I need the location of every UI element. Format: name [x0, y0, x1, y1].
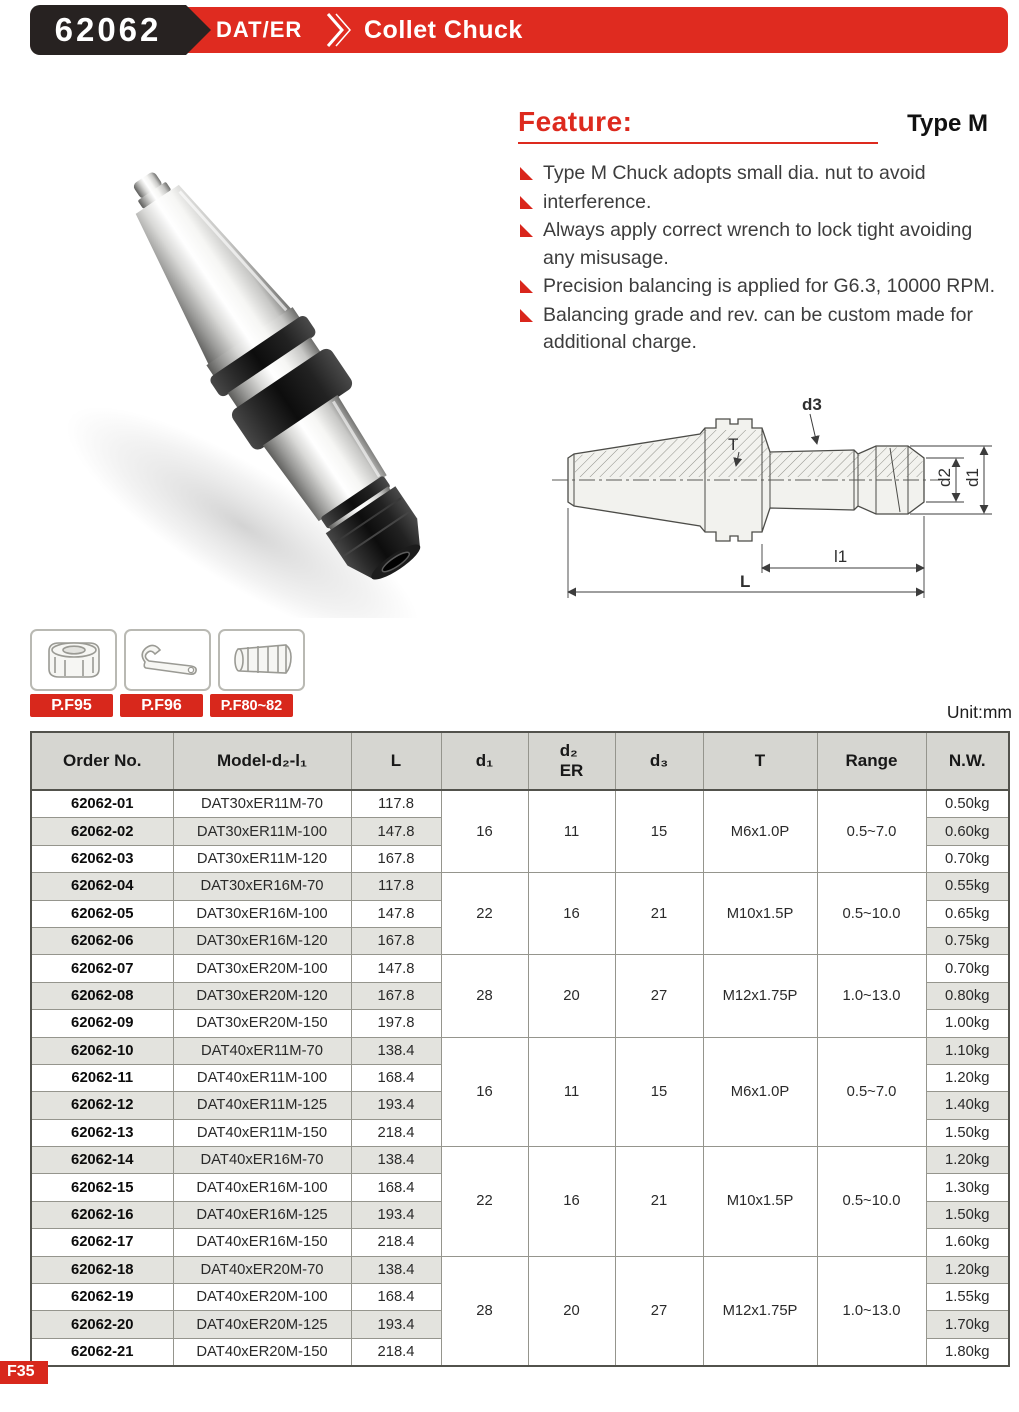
- cell-weight: 0.70kg: [926, 845, 1009, 872]
- cell-thread: M6x1.0P: [703, 790, 817, 873]
- cell-length: 147.8: [351, 900, 441, 927]
- cell-model: DAT30xER20M-100: [173, 955, 351, 982]
- table-row: [31, 873, 1009, 900]
- cell-weight: 1.50kg: [926, 1201, 1009, 1228]
- cell-range: 1.0~13.0: [817, 1256, 926, 1366]
- cell-d1: 16: [441, 790, 528, 873]
- thumbnail-collet: [218, 629, 305, 691]
- cell-length: 117.8: [351, 873, 441, 900]
- cell-order-no: 62062-14: [31, 1147, 173, 1174]
- col-model: Model-d₂-l₁: [173, 732, 351, 790]
- cell-d3: 27: [615, 955, 703, 1037]
- cell-model: DAT40xER11M-100: [173, 1064, 351, 1091]
- cell-length: 168.4: [351, 1284, 441, 1311]
- cell-order-no: 62062-03: [31, 845, 173, 872]
- cell-weight: 1.70kg: [926, 1311, 1009, 1338]
- dim-label-l1: l1: [834, 547, 848, 566]
- cell-weight: 1.50kg: [926, 1119, 1009, 1146]
- cell-d2-er: 20: [528, 1256, 615, 1366]
- cell-thread: M10x1.5P: [703, 873, 817, 955]
- col-d3: d₃: [615, 732, 703, 790]
- cell-range: 1.0~13.0: [817, 955, 926, 1037]
- cell-d2-er: 16: [528, 873, 615, 955]
- cell-order-no: 62062-11: [31, 1064, 173, 1091]
- cell-length: 138.4: [351, 1037, 441, 1064]
- feature-bullet: Precision balancing is applied for G6.3, 10000 RPM.: [518, 273, 1018, 301]
- unit-label: Unit:mm: [946, 702, 1012, 722]
- cell-model: DAT40xER20M-70: [173, 1256, 351, 1283]
- table-row: [31, 955, 1009, 982]
- cell-order-no: 62062-05: [31, 900, 173, 927]
- cell-weight: 1.20kg: [926, 1147, 1009, 1174]
- thumbnail-collet-nut: [30, 629, 117, 691]
- technical-drawing: [540, 388, 1010, 613]
- feature-bullet: interference.: [518, 189, 1018, 217]
- cell-length: 218.4: [351, 1119, 441, 1146]
- cell-order-no: 62062-02: [31, 818, 173, 845]
- cell-weight: 0.50kg: [926, 790, 1009, 818]
- cell-length: 138.4: [351, 1256, 441, 1283]
- col-order-no: Order No.: [31, 732, 173, 790]
- cell-length: 197.8: [351, 1010, 441, 1037]
- bullet-triangle-icon: [520, 167, 533, 180]
- cell-length: 193.4: [351, 1092, 441, 1119]
- col-length: L: [351, 732, 441, 790]
- page-ref-label: P.F95: [30, 694, 113, 717]
- feature-section: [518, 106, 1018, 358]
- collet-icon: [230, 637, 294, 683]
- thumbnail-strip: [30, 629, 305, 691]
- cell-length: 168.4: [351, 1064, 441, 1091]
- feature-bullet: Balancing grade and rev. can be custom made for additional charge.: [518, 302, 1018, 357]
- cell-order-no: 62062-18: [31, 1256, 173, 1283]
- col-weight: N.W.: [926, 732, 1009, 790]
- cell-weight: 0.70kg: [926, 955, 1009, 982]
- cell-model: DAT30xER11M-70: [173, 790, 351, 818]
- cell-d3: 21: [615, 1147, 703, 1257]
- cell-thread: M10x1.5P: [703, 1147, 817, 1257]
- cell-d2-er: 11: [528, 1037, 615, 1147]
- cell-weight: 1.00kg: [926, 1010, 1009, 1037]
- cell-length: 147.8: [351, 818, 441, 845]
- cell-d2-er: 11: [528, 790, 615, 873]
- cell-model: DAT40xER20M-150: [173, 1338, 351, 1366]
- cell-length: 168.4: [351, 1174, 441, 1201]
- cell-model: DAT30xER11M-100: [173, 818, 351, 845]
- product-code-box: [30, 5, 186, 55]
- col-range: Range: [817, 732, 926, 790]
- cell-model: DAT40xER20M-125: [173, 1311, 351, 1338]
- cell-weight: 0.60kg: [926, 818, 1009, 845]
- cell-d1: 28: [441, 955, 528, 1037]
- cell-weight: 1.30kg: [926, 1174, 1009, 1201]
- cell-order-no: 62062-13: [31, 1119, 173, 1146]
- page-ref-label: P.F96: [120, 694, 203, 717]
- cell-order-no: 62062-21: [31, 1338, 173, 1366]
- cell-d2-er: 16: [528, 1147, 615, 1257]
- cell-length: 138.4: [351, 1147, 441, 1174]
- series-label: DAT/ER: [216, 17, 303, 42]
- cell-range: 0.5~10.0: [817, 1147, 926, 1257]
- cell-d1: 28: [441, 1256, 528, 1366]
- chevron-right-icon: [322, 12, 352, 48]
- cell-model: DAT40xER11M-70: [173, 1037, 351, 1064]
- cell-order-no: 62062-06: [31, 927, 173, 954]
- table-row: [31, 1147, 1009, 1174]
- cell-length: 167.8: [351, 927, 441, 954]
- cell-length: 193.4: [351, 1201, 441, 1228]
- cell-weight: 0.80kg: [926, 982, 1009, 1009]
- header-banner: [30, 7, 1008, 53]
- cell-length: 193.4: [351, 1311, 441, 1338]
- spec-table-body: [31, 790, 1009, 1366]
- cell-length: 218.4: [351, 1338, 441, 1366]
- dim-label-d3: d3: [802, 395, 822, 414]
- table-row: [31, 1256, 1009, 1283]
- cell-d3: 27: [615, 1256, 703, 1366]
- product-photo: [38, 86, 508, 618]
- cell-weight: 1.60kg: [926, 1229, 1009, 1256]
- red-rule: [518, 142, 878, 144]
- dim-label-d2: d2: [935, 468, 954, 487]
- cell-order-no: 62062-08: [31, 982, 173, 1009]
- cell-model: DAT30xER20M-150: [173, 1010, 351, 1037]
- feature-bullet-list: [518, 160, 1018, 357]
- cell-d3: 15: [615, 1037, 703, 1147]
- cell-model: DAT40xER11M-125: [173, 1092, 351, 1119]
- cell-order-no: 62062-04: [31, 873, 173, 900]
- cell-order-no: 62062-09: [31, 1010, 173, 1037]
- cell-order-no: 62062-10: [31, 1037, 173, 1064]
- cell-order-no: 62062-12: [31, 1092, 173, 1119]
- bullet-triangle-icon: [520, 196, 533, 209]
- cell-weight: 0.55kg: [926, 873, 1009, 900]
- cell-weight: 1.20kg: [926, 1256, 1009, 1283]
- cell-order-no: 62062-15: [31, 1174, 173, 1201]
- thumbnail-hook-wrench: [124, 629, 211, 691]
- cell-order-no: 62062-01: [31, 790, 173, 818]
- cell-d3: 21: [615, 873, 703, 955]
- feature-bullet: Always apply correct wrench to lock tight avoiding any misusage.: [518, 217, 1018, 272]
- cell-order-no: 62062-19: [31, 1284, 173, 1311]
- cell-model: DAT40xER16M-150: [173, 1229, 351, 1256]
- page-ref-strip: [30, 694, 293, 717]
- dim-label-d1: d1: [963, 468, 982, 487]
- cell-model: DAT30xER16M-120: [173, 927, 351, 954]
- cell-length: 167.8: [351, 845, 441, 872]
- feature-bullet: Type M Chuck adopts small dia. nut to avoid: [518, 160, 1018, 188]
- table-header-row: [31, 732, 1009, 790]
- page-title: Collet Chuck: [364, 15, 523, 44]
- spec-table-wrap: [30, 731, 1010, 1367]
- bullet-triangle-icon: [520, 224, 533, 237]
- cell-weight: 1.55kg: [926, 1284, 1009, 1311]
- dim-label-l: L: [740, 572, 751, 591]
- collet-nut-icon: [41, 637, 107, 683]
- cell-order-no: 62062-17: [31, 1229, 173, 1256]
- cell-length: 218.4: [351, 1229, 441, 1256]
- cell-range: 0.5~7.0: [817, 790, 926, 873]
- cell-weight: 1.40kg: [926, 1092, 1009, 1119]
- cell-range: 0.5~7.0: [817, 1037, 926, 1147]
- cell-d3: 15: [615, 790, 703, 873]
- table-row: [31, 1037, 1009, 1064]
- cell-thread: M12x1.75P: [703, 1256, 817, 1366]
- hook-wrench-icon: [133, 640, 203, 680]
- cell-model: DAT40xER16M-125: [173, 1201, 351, 1228]
- cell-model: DAT40xER16M-100: [173, 1174, 351, 1201]
- table-row: [31, 790, 1009, 818]
- cell-model: DAT40xER20M-100: [173, 1284, 351, 1311]
- cell-weight: 1.20kg: [926, 1064, 1009, 1091]
- spec-table: [30, 731, 1010, 1367]
- cell-length: 167.8: [351, 982, 441, 1009]
- cell-weight: 0.65kg: [926, 900, 1009, 927]
- bullet-triangle-icon: [520, 309, 533, 322]
- cell-order-no: 62062-07: [31, 955, 173, 982]
- cell-weight: 1.80kg: [926, 1338, 1009, 1366]
- product-code: 62062: [54, 11, 162, 48]
- cell-thread: M6x1.0P: [703, 1037, 817, 1147]
- bullet-triangle-icon: [520, 280, 533, 293]
- cell-model: DAT30xER11M-120: [173, 845, 351, 872]
- cell-model: DAT40xER11M-150: [173, 1119, 351, 1146]
- cell-order-no: 62062-16: [31, 1201, 173, 1228]
- cell-range: 0.5~10.0: [817, 873, 926, 955]
- type-label: Type M: [907, 110, 988, 137]
- cell-model: DAT30xER16M-70: [173, 873, 351, 900]
- cell-model: DAT30xER16M-100: [173, 900, 351, 927]
- cell-model: DAT40xER16M-70: [173, 1147, 351, 1174]
- col-d1: d₁: [441, 732, 528, 790]
- cell-d2-er: 20: [528, 955, 615, 1037]
- cell-weight: 0.75kg: [926, 927, 1009, 954]
- footer-page-label: F35: [0, 1361, 48, 1384]
- cell-d1: 22: [441, 1147, 528, 1257]
- cell-model: DAT30xER20M-120: [173, 982, 351, 1009]
- cell-length: 147.8: [351, 955, 441, 982]
- cell-order-no: 62062-20: [31, 1311, 173, 1338]
- col-d2-er: d₂ ER: [528, 732, 615, 790]
- cell-d1: 16: [441, 1037, 528, 1147]
- col-thread: T: [703, 732, 817, 790]
- cell-d1: 22: [441, 873, 528, 955]
- feature-heading: Feature:: [518, 106, 633, 137]
- dim-label-t: T: [728, 435, 739, 454]
- cell-weight: 1.10kg: [926, 1037, 1009, 1064]
- page-ref-label: P.F80~82: [210, 694, 293, 717]
- cell-thread: M12x1.75P: [703, 955, 817, 1037]
- cell-length: 117.8: [351, 790, 441, 818]
